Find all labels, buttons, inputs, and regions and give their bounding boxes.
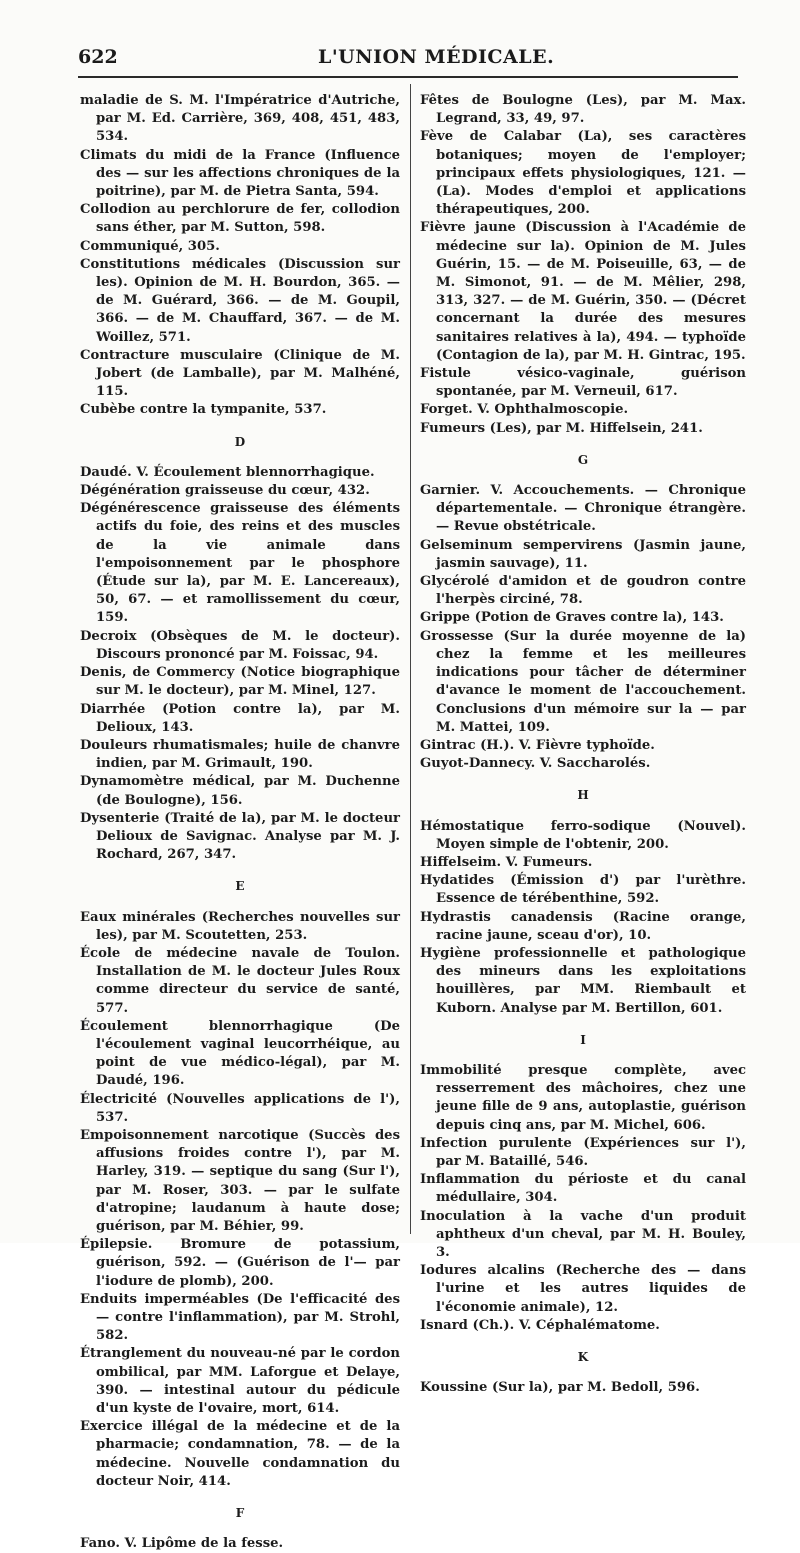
index-entry: Contracture musculaire (Clinique de M. Jobert (de Lamballe), par M. Malhéné, 115. xyxy=(80,347,400,400)
page-header xyxy=(0,0,800,76)
index-entry: Gintrac (H.). V. Fièvre typhoïde. xyxy=(420,737,655,753)
index-entry: Forget. V. Ophthalmoscopie. xyxy=(420,402,629,418)
index-entry: Inflammation du périoste et du canal médullaire, 304. xyxy=(420,1172,746,1206)
index-entry: Étranglement du nouveau-né par le cordon ombilical, par MM. Laforgue et Delaye, 390. — intestinal autour du pédicule d'un kyste de l'ovaire, mort, 614. xyxy=(80,1346,400,1417)
section-letter: D xyxy=(234,434,246,449)
index-entry: Dégénération graisseuse du cœur, 432. xyxy=(80,483,370,499)
index-column-right xyxy=(420,92,746,1397)
index-entry: Fièvre jaune (Discussion à l'Académie de médecine sur la). Opinion de M. Jules Guérin, 15. — de M. Poiseuille, 63, — de M. Simonot, 91. — de M. Mêlier, 298, 313, 327. — de M. Guérin, 350. — (Décret concernant la durée des mesures sanitaires relatives à la), 494. — typhoïde (Contagion de la), par M. H. Gintrac, 195. xyxy=(420,220,746,363)
index-entry: Grippe (Potion de Graves contre la), 143. xyxy=(420,610,724,626)
section-letter: H xyxy=(577,788,589,803)
index-entry: Fêtes de Boulogne (Les), par M. Max. Legrand, 33, 49, 97. xyxy=(420,93,746,127)
index-entry: Douleurs rhumatismales; huile de chanvre indien, par M. Grimault, 190. xyxy=(80,737,400,772)
index-column-left xyxy=(80,92,400,1553)
header-rule xyxy=(78,76,738,78)
index-entry: Gelseminum sempervirens (Jasmin jaune, jasmin sauvage), 11. xyxy=(420,537,746,571)
index-entry: Fistule vésico-vaginale, guérison spontanée, par M. Verneuil, 617. xyxy=(420,366,746,400)
index-entry: Fève de Calabar (La), ses caractères botaniques; moyen de l'employer; principaux effets physiologiques, 121. — (La). Modes d'emploi et applications thérapeutiques, 200. xyxy=(420,129,746,218)
index-entry: Hiffelseim. V. Fumeurs. xyxy=(420,854,593,870)
index-entry: Exercice illégal de la médecine et de la pharmacie; condamnation, 78. — de la médecine. Nouvelle condamnation du docteur Noir, 414. xyxy=(80,1419,400,1489)
index-entry: Dysenterie (Traité de la), par M. le docteur Delioux de Savignac. Analyse par M. J. Rochard, 267, 347. xyxy=(80,810,400,863)
index-entry: Hydrastis canadensis (Racine orange, racine jaune, sceau d'or), 10. xyxy=(420,909,746,943)
column-divider xyxy=(410,84,411,1234)
index-entry: École de médecine navale de Toulon. Installation de M. le docteur Jules Roux comme directeur du service de santé, 577. xyxy=(80,945,400,1016)
index-entry: Communiqué, 305. xyxy=(80,238,220,254)
running-title: L'UNION MÉDICALE. xyxy=(318,46,555,68)
index-entry: Dynamomètre médical, par M. Duchenne (de Boulogne), 156. xyxy=(80,774,400,808)
index-entry: Fumeurs (Les), par M. Hiffelsein, 241. xyxy=(420,420,703,436)
index-entry: Inoculation à la vache d'un produit aphtheux d'un cheval, par M. H. Bouley, 3. xyxy=(420,1208,746,1260)
index-entry: Garnier. V. Accouchements. — Chronique départementale. — Chronique étrangère. — Revue obstétricale. xyxy=(420,483,746,535)
index-entry: Climats du midi de la France (Influence des — sur les affections chroniques de la poitrine), par M. de Pietra Santa, 594. xyxy=(80,147,400,200)
index-entry: Hygiène professionnelle et pathologique des mineurs dans les exploitations houillères, par MM. Riembault et Kuborn. Analyse par M. Bertillon, 601. xyxy=(420,945,746,1016)
index-entry: Grossesse (Sur la durée moyenne de la) chez la femme et les meilleures indications pour tâcher de déterminer d'avance le moment de l'accouchement. Conclusions d'un mémoire sur la — par M. Mattei, 109. xyxy=(420,628,746,735)
index-entry: Constitutions médicales (Discussion sur les). Opinion de M. H. Bourdon, 365. — de M. Guérard, 366. — de M. Goupil, 366. — de M. Chauffard, 367. — de M. Woillez, 571. xyxy=(80,256,400,345)
section-letter: I xyxy=(580,1032,586,1047)
index-entry: Diarrhée (Potion contre la), par M. Delioux, 143. xyxy=(80,701,400,735)
index-entry: Koussine (Sur la), par M. Bedoll, 596. xyxy=(420,1380,700,1396)
index-entry: Écoulement blennorrhagique (De l'écoulement vaginal leucorrhéique, au point de vue médico-légal), par M. Daudé, 196. xyxy=(80,1018,400,1089)
index-entry: Guyot-Dannecy. V. Saccharolés. xyxy=(420,756,651,772)
index-entry: Isnard (Ch.). V. Céphalématome. xyxy=(420,1317,660,1333)
index-entry: Glycérolé d'amidon et de goudron contre l'herpès circiné, 78. xyxy=(420,574,746,608)
index-entry: Hydatides (Émission d') par l'urèthre. Essence de térébenthine, 592. xyxy=(420,873,746,907)
index-entry: Électricité (Nouvelles applications de l'), 537. xyxy=(80,1091,400,1125)
index-entry: Dégénérescence graisseuse des éléments actifs du foie, des reins et des muscles de la vie animale dans l'empoisonnement par le phosphore (Étude sur la), par M. E. Lancereaux), 50, 67. — et ramollissement du cœur, 159. xyxy=(80,501,400,626)
index-entry: Collodion au perchlorure de fer, collodion sans éther, par M. Sutton, 598. xyxy=(80,202,400,236)
index-entry: maladie de S. M. l'Impératrice d'Autriche, par M. Ed. Carrière, 369, 408, 451, 483, 534. xyxy=(80,93,400,145)
index-entry: Empoisonnement narcotique (Succès des affusions froides contre l'), par M. Harley, 319. — septique du sang (Sur l'), par M. Roser, 303. — par le sulfate d'atropine; laudanum à haute dose; guérison, par M. Béhier, 99. xyxy=(80,1127,400,1234)
index-entry: Infection purulente (Expériences sur l'), par M. Bataillé, 546. xyxy=(420,1135,746,1169)
section-letter: G xyxy=(577,452,589,467)
index-entry: Enduits imperméables (De l'efficacité des — contre l'inflammation), par M. Strohl, 582. xyxy=(80,1291,400,1344)
index-entry: Hémostatique ferro-sodique (Nouvel). Moyen simple de l'obtenir, 200. xyxy=(420,818,746,852)
index-entry: Épilepsie. Bromure de potassium, guérison, 592. — (Guérison de l'— par l'iodure de plomb), 200. xyxy=(80,1237,400,1289)
index-entry: Cubèbe contre la tympanite, 537. xyxy=(80,402,327,418)
index-entry: Iodures alcalins (Recherche des — dans l'urine et les autres liquides de l'économie animale), 12. xyxy=(420,1263,746,1315)
section-letter: F xyxy=(235,1506,245,1521)
page-number: 622 xyxy=(78,46,118,68)
section-letter: K xyxy=(577,1350,589,1364)
index-entry: Denis, de Commercy (Notice biographique sur M. le docteur), par M. Minel, 127. xyxy=(80,665,400,699)
index-entry: Immobilité presque complète, avec resserrement des mâchoires, chez une jeune fille de 9 ans, autoplastie, guérison depuis cinq ans, par M. Michel, 606. xyxy=(420,1062,746,1133)
section-letter: E xyxy=(235,879,245,894)
index-entry: Daudé. V. Écoulement blennorrhagique. xyxy=(80,464,375,480)
index-entry: Decroix (Obsèques de M. le docteur). Discours prononcé par M. Foissac, 94. xyxy=(80,628,400,662)
index-entry: Fano. V. Lipôme de la fesse. xyxy=(80,1536,284,1552)
index-entry: Eaux minérales (Recherches nouvelles sur les), par M. Scoutetten, 253. xyxy=(80,909,400,943)
